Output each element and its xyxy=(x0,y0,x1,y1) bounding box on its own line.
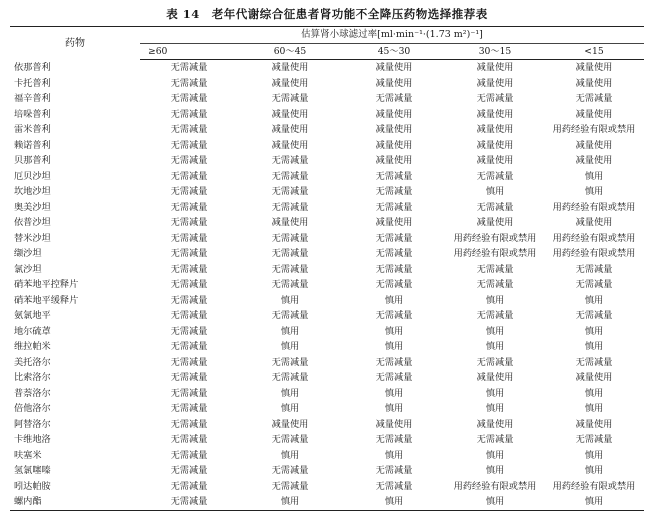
recommendation-cell: 减量使用 xyxy=(476,77,514,89)
recommendation-cell: 无需减量 xyxy=(170,418,208,430)
recommendation-cell: 减量使用 xyxy=(375,108,413,120)
drug-name: 氯沙坦 xyxy=(14,263,42,275)
recommendation-cell: 无需减量 xyxy=(170,93,208,104)
recommendation-cell: 慎用 xyxy=(280,403,300,414)
recommendation-cell: 无需减量 xyxy=(271,263,309,275)
recommendation-cell: 减量使用 xyxy=(575,155,613,166)
recommendation-cell: 慎用 xyxy=(280,387,300,399)
recommendation-cell: 减量使用 xyxy=(575,108,613,120)
recommendation-cell: 减量使用 xyxy=(575,372,613,383)
recommendation-cell: 减量使用 xyxy=(271,139,309,151)
recommendation-cell: 减量使用 xyxy=(476,62,514,73)
recommendation-cell: 无需减量 xyxy=(170,139,208,151)
recommendation-cell: 无需减量 xyxy=(476,201,514,213)
recommendation-cell: 慎用 xyxy=(485,403,505,414)
recommendation-cell: 无需减量 xyxy=(271,232,309,244)
table-row xyxy=(10,122,644,138)
recommendation-cell: 无需减量 xyxy=(375,248,413,259)
recommendation-cell: 慎用 xyxy=(238,494,342,510)
table-row xyxy=(10,107,644,123)
recommendation-cell: 慎用 xyxy=(485,465,505,476)
recommendation-cell: 减量使用 xyxy=(575,62,613,73)
recommendation-cell: 无需减量 xyxy=(170,170,208,182)
recommendation-cell: 无需减量 xyxy=(271,279,309,290)
recommendation-cell: 无需减量 xyxy=(476,93,514,104)
recommendation-cell: 减量使用 xyxy=(375,62,413,73)
range-header: ≥60 xyxy=(140,43,238,60)
recommendation-cell: 无需减量 xyxy=(575,263,613,275)
table-row xyxy=(10,370,644,386)
drug-name: 氨氯地平 xyxy=(14,310,51,321)
recommendation-cell: 用药经验有限或禁用 xyxy=(453,232,537,244)
drug-name: 福辛普利 xyxy=(14,93,51,104)
drug-name: 卡托普利 xyxy=(14,77,51,89)
drug-name: 赖诺普利 xyxy=(14,139,51,151)
recommendation-cell: 无需减量 xyxy=(271,356,309,368)
range-header: 30～15 xyxy=(446,43,544,60)
recommendation-cell: 无需减量 xyxy=(476,356,514,368)
recommendation-cell: 慎用 xyxy=(584,387,604,399)
table-row xyxy=(10,169,644,185)
recommendation-cell: 减量使用 xyxy=(271,217,309,228)
recommendation-cell: 慎用 xyxy=(485,294,505,306)
recommendation-cell: 减量使用 xyxy=(375,418,413,430)
recommendation-cell: 用药经验有限或禁用 xyxy=(552,124,636,135)
table-row xyxy=(10,448,644,464)
recommendation-cell: 减量使用 xyxy=(575,139,613,151)
recommendation-cell: 无需减量 xyxy=(375,279,413,290)
recommendation-cell: 用药经验有限或禁用 xyxy=(552,480,636,492)
drug-name: 比索洛尔 xyxy=(14,372,51,383)
recommendation-cell: 无需减量 xyxy=(271,434,309,445)
drug-name: 呋塞米 xyxy=(14,449,42,461)
recommendation-cell: 无需减量 xyxy=(271,170,309,182)
recommendation-cell: 减量使用 xyxy=(476,418,514,430)
recommendation-cell: 减量使用 xyxy=(271,62,309,73)
recommendation-cell: 减量使用 xyxy=(375,155,413,166)
recommendation-cell: 慎用 xyxy=(384,294,404,306)
recommendation-cell: 减量使用 xyxy=(271,124,309,135)
recommendation-cell: 无需减量 xyxy=(170,356,208,368)
recommendation-cell: 无需减量 xyxy=(140,494,238,510)
recommendation-cell: 无需减量 xyxy=(170,124,208,135)
table-body xyxy=(10,60,644,511)
recommendation-cell: 减量使用 xyxy=(271,108,309,120)
recommendation-cell: 慎用 xyxy=(446,494,544,510)
table-row xyxy=(10,293,644,309)
recommendation-cell: 无需减量 xyxy=(271,310,309,321)
table-row xyxy=(10,417,644,433)
table-row xyxy=(10,463,644,479)
recommendation-cell: 无需减量 xyxy=(271,201,309,213)
recommendation-cell: 无需减量 xyxy=(170,77,208,89)
drug-name: 硝苯地平控释片 xyxy=(14,279,79,290)
recommendation-cell: 无需减量 xyxy=(575,93,613,104)
table-row xyxy=(10,494,644,510)
recommendation-cell: 无需减量 xyxy=(375,310,413,321)
recommendation-cell: 无需减量 xyxy=(476,279,514,290)
recommendation-cell: 减量使用 xyxy=(476,372,514,383)
recommendation-cell: 无需减量 xyxy=(375,372,413,383)
drug-name: 替米沙坦 xyxy=(14,232,51,244)
recommendation-cell: 慎用 xyxy=(584,465,604,476)
table-row xyxy=(10,308,644,324)
recommendation-cell: 无需减量 xyxy=(271,155,309,166)
table-row xyxy=(10,386,644,402)
drug-name: 依那普利 xyxy=(14,61,51,73)
recommendation-cell: 无需减量 xyxy=(375,170,413,182)
recommendation-cell: 减量使用 xyxy=(271,77,309,89)
recommendation-cell: 无需减量 xyxy=(170,217,208,228)
range-header: <15 xyxy=(544,43,644,60)
recommendation-cell: 无需减量 xyxy=(170,294,208,306)
recommendation-cell: 无需减量 xyxy=(375,480,413,492)
recommendation-cell: 无需减量 xyxy=(575,279,613,290)
egfr-header: 估算肾小球滤过率[ml·min⁻¹·(1.73 m²)⁻¹] xyxy=(140,27,644,44)
recommendation-cell: 减量使用 xyxy=(375,124,413,135)
recommendation-cell: 无需减量 xyxy=(375,465,413,476)
table-row xyxy=(10,231,644,247)
table-number: 表 14 xyxy=(166,7,200,21)
recommendation-cell: 用药经验有限或禁用 xyxy=(552,232,636,244)
drug-name: 维拉帕米 xyxy=(14,341,51,352)
drug-name: 缬沙坦 xyxy=(14,248,42,259)
recommendation-cell: 减量使用 xyxy=(375,217,413,228)
drug-name: 倍他洛尔 xyxy=(14,403,51,414)
recommendation-cell: 无需减量 xyxy=(170,434,208,445)
table-row xyxy=(10,76,644,92)
table-row xyxy=(10,246,644,262)
recommendation-cell: 用药经验有限或禁用 xyxy=(552,201,636,213)
drug-name: 雷米普利 xyxy=(14,124,51,135)
recommendation-cell: 慎用 xyxy=(280,449,300,461)
recommendation-cell: 无需减量 xyxy=(476,434,514,445)
recommendation-cell: 慎用 xyxy=(384,387,404,399)
recommendation-cell: 减量使用 xyxy=(271,418,309,430)
drug-column-header: 药物 xyxy=(10,27,140,60)
recommendation-cell: 无需减量 xyxy=(271,465,309,476)
recommendation-cell: 无需减量 xyxy=(170,403,208,414)
recommendation-cell: 减量使用 xyxy=(476,139,514,151)
recommendation-cell: 无需减量 xyxy=(170,480,208,492)
recommendation-cell: 慎用 xyxy=(280,294,300,306)
recommendation-cell: 无需减量 xyxy=(271,248,309,259)
drug-name: 厄贝沙坦 xyxy=(14,170,51,182)
recommendation-cell: 无需减量 xyxy=(170,248,208,259)
recommendation-cell: 无需减量 xyxy=(170,186,208,197)
recommendation-cell: 无需减量 xyxy=(375,201,413,213)
recommendation-cell: 慎用 xyxy=(384,325,404,337)
recommendation-cell: 用药经验有限或禁用 xyxy=(453,248,537,259)
recommendation-cell: 用药经验有限或禁用 xyxy=(453,480,537,492)
recommendation-cell: 慎用 xyxy=(485,325,505,337)
recommendation-cell: 无需减量 xyxy=(476,310,514,321)
recommendation-cell: 无需减量 xyxy=(170,449,208,461)
recommendation-cell: 慎用 xyxy=(584,325,604,337)
recommendation-cell: 慎用 xyxy=(485,341,505,352)
recommendation-cell: 慎用 xyxy=(584,403,604,414)
recommendation-cell: 减量使用 xyxy=(476,155,514,166)
recommendation-cell: 慎用 xyxy=(485,387,505,399)
recommendation-cell: 减量使用 xyxy=(575,77,613,89)
drug-name: 地尔硫䓬 xyxy=(14,325,51,337)
recommendation-cell: 慎用 xyxy=(584,170,604,182)
recommendation-cell: 无需减量 xyxy=(375,232,413,244)
table-row xyxy=(10,138,644,154)
recommendation-cell: 无需减量 xyxy=(170,232,208,244)
recommendation-cell: 无需减量 xyxy=(271,186,309,197)
drug-name: 阿替洛尔 xyxy=(14,418,51,430)
drug-recommendation-table xyxy=(10,26,644,511)
recommendation-cell: 无需减量 xyxy=(170,465,208,476)
recommendation-cell: 无需减量 xyxy=(375,93,413,104)
table-row xyxy=(10,91,644,107)
recommendation-cell: 无需减量 xyxy=(170,325,208,337)
recommendation-cell: 无需减量 xyxy=(170,387,208,399)
recommendation-cell: 无需减量 xyxy=(271,93,309,104)
drug-name: 培哚普利 xyxy=(14,108,51,120)
table-row xyxy=(10,153,644,169)
table-row xyxy=(10,479,644,495)
recommendation-cell: 无需减量 xyxy=(375,356,413,368)
recommendation-cell: 无需减量 xyxy=(575,356,613,368)
recommendation-cell: 无需减量 xyxy=(170,310,208,321)
recommendation-cell: 减量使用 xyxy=(575,418,613,430)
recommendation-cell: 无需减量 xyxy=(170,201,208,213)
recommendation-cell: 无需减量 xyxy=(170,341,208,352)
table-caption xyxy=(0,6,654,22)
table-row xyxy=(10,324,644,340)
recommendation-cell: 无需减量 xyxy=(170,155,208,166)
range-header: 60～45 xyxy=(238,43,342,60)
recommendation-cell: 无需减量 xyxy=(375,263,413,275)
drug-name: 螺内酯 xyxy=(10,494,140,510)
recommendation-cell: 慎用 xyxy=(584,449,604,461)
drug-name: 普萘洛尔 xyxy=(14,387,51,399)
table-row xyxy=(10,432,644,448)
recommendation-cell: 减量使用 xyxy=(375,77,413,89)
recommendation-cell: 慎用 xyxy=(342,494,446,510)
recommendation-cell: 无需减量 xyxy=(170,372,208,383)
drug-name: 贝那普利 xyxy=(14,155,51,166)
range-header: 45～30 xyxy=(342,43,446,60)
recommendation-cell: 无需减量 xyxy=(375,186,413,197)
drug-name: 卡维地洛 xyxy=(14,434,51,445)
recommendation-cell: 慎用 xyxy=(584,341,604,352)
recommendation-cell: 慎用 xyxy=(384,341,404,352)
recommendation-cell: 无需减量 xyxy=(170,62,208,73)
recommendation-cell: 无需减量 xyxy=(271,372,309,383)
recommendation-cell: 慎用 xyxy=(544,494,644,510)
recommendation-cell: 慎用 xyxy=(280,341,300,352)
recommendation-cell: 慎用 xyxy=(384,449,404,461)
recommendation-cell: 无需减量 xyxy=(170,279,208,290)
table-row xyxy=(10,277,644,293)
drug-name: 硝苯地平缓释片 xyxy=(14,294,79,306)
drug-name: 氢氯噻嗪 xyxy=(14,465,51,476)
table-row xyxy=(10,215,644,231)
recommendation-cell: 慎用 xyxy=(584,294,604,306)
recommendation-cell: 无需减量 xyxy=(476,170,514,182)
recommendation-cell: 减量使用 xyxy=(575,217,613,228)
table-row xyxy=(10,184,644,200)
table-row xyxy=(10,262,644,278)
recommendation-cell: 慎用 xyxy=(485,186,505,197)
recommendation-cell: 减量使用 xyxy=(476,108,514,120)
recommendation-cell: 慎用 xyxy=(384,403,404,414)
recommendation-cell: 无需减量 xyxy=(375,434,413,445)
recommendation-cell: 减量使用 xyxy=(476,124,514,135)
table-row xyxy=(10,401,644,417)
table-row xyxy=(10,200,644,216)
drug-name: 坎地沙坦 xyxy=(14,186,51,197)
drug-name: 吲达帕胺 xyxy=(14,480,51,492)
drug-name: 依普沙坦 xyxy=(14,217,51,228)
table-row xyxy=(10,339,644,355)
drug-name: 奥美沙坦 xyxy=(14,201,51,213)
recommendation-cell: 减量使用 xyxy=(476,217,514,228)
table-row xyxy=(10,355,644,371)
drug-name: 美托洛尔 xyxy=(14,356,51,368)
recommendation-cell: 无需减量 xyxy=(575,310,613,321)
recommendation-cell: 慎用 xyxy=(280,325,300,337)
recommendation-cell: 无需减量 xyxy=(575,434,613,445)
recommendation-cell: 慎用 xyxy=(485,449,505,461)
recommendation-cell: 无需减量 xyxy=(170,108,208,120)
recommendation-cell: 无需减量 xyxy=(271,480,309,492)
recommendation-cell: 无需减量 xyxy=(170,263,208,275)
recommendation-cell: 减量使用 xyxy=(375,139,413,151)
recommendation-cell: 慎用 xyxy=(584,186,604,197)
table-row xyxy=(10,60,644,76)
recommendation-cell: 无需减量 xyxy=(476,263,514,275)
recommendation-cell: 用药经验有限或禁用 xyxy=(552,248,636,259)
table-title: 老年代谢综合征患者肾功能不全降压药物选择推荐表 xyxy=(211,7,488,21)
